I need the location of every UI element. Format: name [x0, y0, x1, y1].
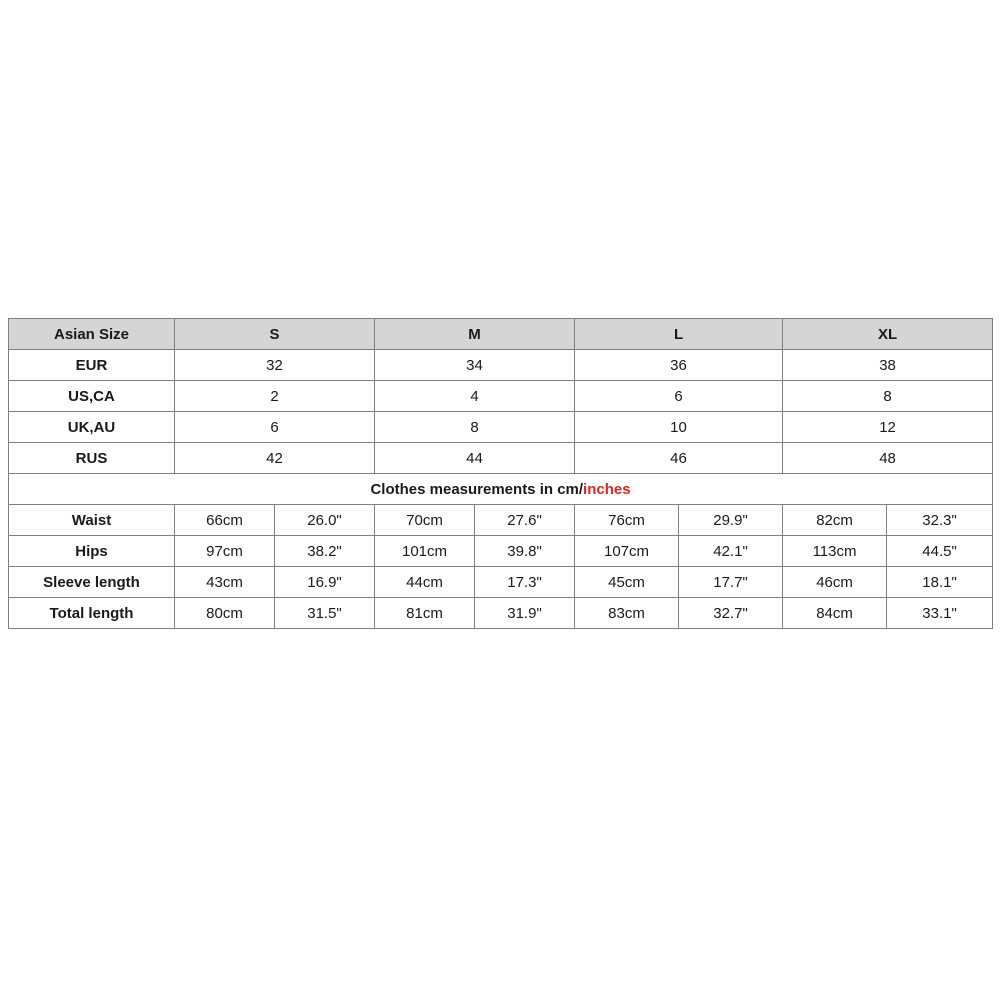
row-label-us-ca: US,CA [9, 381, 175, 412]
table-row [9, 505, 993, 536]
header-size-l: L [575, 319, 783, 350]
cell-rus-m: 44 [375, 443, 575, 474]
cell-hips-s-cm: 97cm [175, 536, 275, 567]
cell-total-m-in: 31.9" [475, 598, 575, 629]
header-size-xl: XL [783, 319, 993, 350]
cell-sleeve-s-cm: 43cm [175, 567, 275, 598]
cell-waist-xl-cm: 82cm [783, 505, 887, 536]
cell-sleeve-m-in: 17.3" [475, 567, 575, 598]
cell-rus-l: 46 [575, 443, 783, 474]
header-size-s: S [175, 319, 375, 350]
cell-eur-s: 32 [175, 350, 375, 381]
cell-rus-s: 42 [175, 443, 375, 474]
cell-usca-l: 6 [575, 381, 783, 412]
row-label-uk-au: UK,AU [9, 412, 175, 443]
note-inches-highlight: inches [583, 480, 631, 498]
note-prefix: Clothes measurements in cm/ [370, 480, 584, 498]
cell-hips-l-in: 42.1" [679, 536, 783, 567]
row-label-eur: EUR [9, 350, 175, 381]
cell-ukau-s: 6 [175, 412, 375, 443]
cell-total-s-in: 31.5" [275, 598, 375, 629]
cell-ukau-l: 10 [575, 412, 783, 443]
cell-waist-s-in: 26.0" [275, 505, 375, 536]
cell-waist-xl-in: 32.3" [887, 505, 993, 536]
cell-hips-l-cm: 107cm [575, 536, 679, 567]
cell-usca-m: 4 [375, 381, 575, 412]
cell-sleeve-s-in: 16.9" [275, 567, 375, 598]
row-label-waist: Waist [9, 505, 175, 536]
size-chart-table [8, 318, 993, 629]
cell-waist-m-cm: 70cm [375, 505, 475, 536]
row-label-total-length: Total length [9, 598, 175, 629]
measurements-note-row [9, 474, 993, 505]
cell-waist-l-in: 29.9" [679, 505, 783, 536]
cell-sleeve-xl-cm: 46cm [783, 567, 887, 598]
cell-total-xl-in: 33.1" [887, 598, 993, 629]
cell-total-xl-cm: 84cm [783, 598, 887, 629]
cell-rus-xl: 48 [783, 443, 993, 474]
cell-eur-l: 36 [575, 350, 783, 381]
cell-total-m-cm: 81cm [375, 598, 475, 629]
table-row [9, 598, 993, 629]
table-row [9, 381, 993, 412]
cell-waist-s-cm: 66cm [175, 505, 275, 536]
row-label-hips: Hips [9, 536, 175, 567]
cell-sleeve-m-cm: 44cm [375, 567, 475, 598]
table-row [9, 567, 993, 598]
cell-total-s-cm: 80cm [175, 598, 275, 629]
size-chart-container [8, 318, 992, 629]
cell-total-l-cm: 83cm [575, 598, 679, 629]
cell-usca-s: 2 [175, 381, 375, 412]
row-label-sleeve-length: Sleeve length [9, 567, 175, 598]
row-label-rus: RUS [9, 443, 175, 474]
cell-sleeve-xl-in: 18.1" [887, 567, 993, 598]
table-header-row [9, 319, 993, 350]
cell-hips-xl-cm: 113cm [783, 536, 887, 567]
cell-hips-xl-in: 44.5" [887, 536, 993, 567]
cell-eur-m: 34 [375, 350, 575, 381]
table-row [9, 443, 993, 474]
measurements-note [9, 474, 993, 505]
table-row [9, 412, 993, 443]
cell-ukau-m: 8 [375, 412, 575, 443]
header-size-m: M [375, 319, 575, 350]
cell-sleeve-l-cm: 45cm [575, 567, 679, 598]
cell-waist-m-in: 27.6" [475, 505, 575, 536]
table-row [9, 350, 993, 381]
cell-ukau-xl: 12 [783, 412, 993, 443]
cell-sleeve-l-in: 17.7" [679, 567, 783, 598]
cell-total-l-in: 32.7" [679, 598, 783, 629]
cell-hips-m-cm: 101cm [375, 536, 475, 567]
cell-usca-xl: 8 [783, 381, 993, 412]
cell-waist-l-cm: 76cm [575, 505, 679, 536]
header-label-asian-size: Asian Size [9, 319, 175, 350]
cell-hips-s-in: 38.2" [275, 536, 375, 567]
cell-hips-m-in: 39.8" [475, 536, 575, 567]
cell-eur-xl: 38 [783, 350, 993, 381]
table-row [9, 536, 993, 567]
